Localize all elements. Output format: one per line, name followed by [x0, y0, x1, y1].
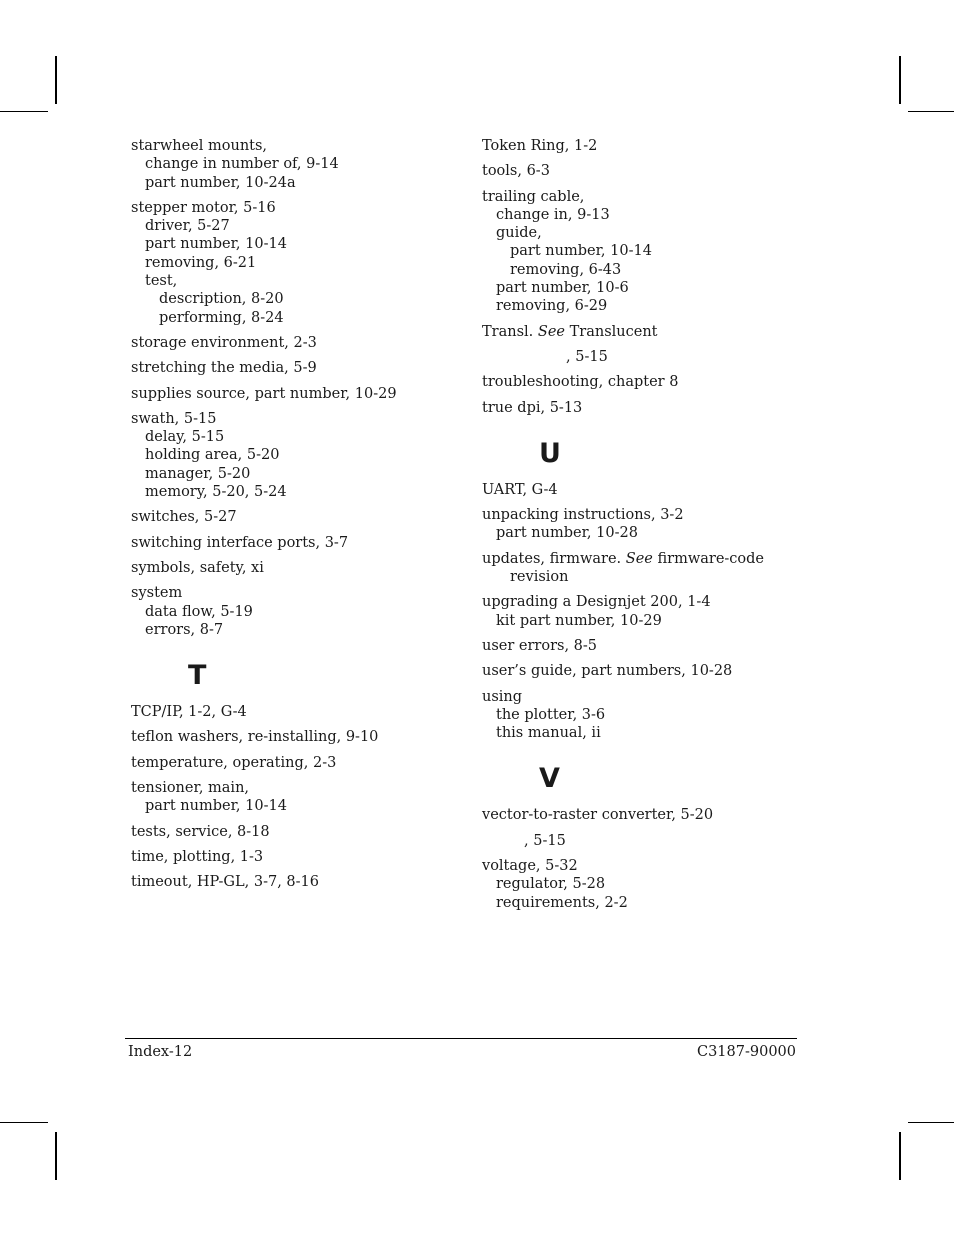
index-entry	[131, 559, 461, 577]
section-letter: T	[188, 660, 207, 692]
index-subterm: manager, 5-20	[145, 465, 251, 482]
index-column-right	[482, 137, 812, 919]
index-subterm: part number, 10-14	[145, 236, 287, 253]
crop-mark	[908, 1122, 954, 1123]
index-subterm: part number, 10-14	[145, 798, 287, 815]
index-term: Token Ring, 1-2	[482, 138, 598, 154]
index-term: timeout, HP-GL, 3-7, 8-16	[131, 874, 319, 891]
index-entry	[482, 323, 812, 341]
index-entry	[131, 199, 461, 327]
index-entry	[482, 348, 812, 366]
crop-mark	[0, 111, 48, 112]
index-entry	[131, 823, 461, 841]
index-entry	[131, 410, 461, 501]
index-subterm: change in number of, 9-14	[145, 156, 339, 173]
index-term: trailing cable,	[482, 188, 585, 205]
index-subterm: errors, 8-7	[145, 621, 224, 638]
index-entry	[482, 137, 812, 155]
index-term: storage environment, 2-3	[131, 334, 317, 351]
index-entry	[482, 832, 812, 850]
index-term: starwheel mounts,	[131, 138, 268, 154]
index-entry	[131, 385, 461, 403]
index-subterm: part number, 10-6	[496, 280, 629, 297]
index-term: UART, G-4	[482, 481, 558, 498]
index-term: swath, 5-15	[131, 410, 217, 427]
index-entry	[482, 593, 812, 630]
index-subterm: , 5-15	[524, 832, 566, 849]
index-entry	[482, 550, 812, 587]
index-subterm: part number, 10-14	[510, 243, 652, 260]
index-entry	[131, 334, 461, 352]
index-subterm: part number, 10-28	[496, 525, 638, 542]
index-term: unpacking instructions, 3-2	[482, 507, 684, 524]
index-text: updates, firmware.	[482, 550, 626, 567]
index-entry	[482, 162, 812, 180]
index-subterm: removing, 6-29	[496, 298, 608, 315]
index-entry	[482, 399, 812, 417]
section-letter: V	[539, 763, 560, 795]
index-term: true dpi, 5-13	[482, 399, 583, 416]
index-term: vector-to-raster converter, 5-20	[482, 807, 714, 824]
index-column-left	[131, 137, 461, 899]
index-term: switches, 5-27	[131, 509, 237, 526]
index-subterm: , 5-15	[566, 348, 608, 365]
index-entry	[482, 688, 812, 743]
index-entry	[482, 481, 812, 499]
index-subterm: regulator, 5-28	[496, 876, 606, 893]
index-term: time, plotting, 1-3	[131, 848, 264, 865]
see-reference: See	[537, 323, 565, 340]
crop-mark	[908, 111, 954, 112]
index-text: firmware-code	[652, 550, 765, 567]
crop-mark	[0, 1122, 48, 1123]
index-entry	[482, 857, 812, 912]
index-term: using	[482, 688, 523, 705]
index-term: user’s guide, part numbers, 10-28	[482, 663, 733, 680]
index-subterm: delay, 5-15	[145, 429, 225, 446]
index-term: system	[131, 585, 183, 602]
index-term: tests, service, 8-18	[131, 823, 270, 840]
index-subterm: removing, 6-43	[510, 261, 622, 278]
index-term: switching interface ports, 3-7	[131, 534, 349, 551]
section-letter: U	[539, 437, 561, 469]
index-subterm: test,	[145, 273, 178, 290]
index-subterm: guide,	[496, 225, 542, 242]
index-term: supplies source, part number, 10-29	[131, 385, 397, 402]
index-entry	[131, 873, 461, 891]
index-subterm: this manual, ii	[496, 725, 601, 742]
index-entry	[482, 373, 812, 391]
index-subterm: description, 8-20	[159, 291, 284, 308]
index-term: user errors, 8-5	[482, 637, 598, 654]
crop-mark	[55, 1132, 57, 1180]
index-entry	[131, 584, 461, 639]
footer-rule	[125, 1038, 797, 1039]
index-text: Translucent	[565, 323, 658, 340]
index-term: stepper motor, 5-16	[131, 199, 276, 216]
index-subterm: revision	[510, 569, 569, 586]
index-term: tensioner, main,	[131, 780, 250, 797]
index-term: temperature, operating, 2-3	[131, 754, 337, 771]
index-subterm: kit part number, 10-29	[496, 612, 662, 629]
index-entry	[131, 754, 461, 772]
index-term: TCP/IP, 1-2, G-4	[131, 704, 247, 721]
index-entry	[482, 637, 812, 655]
index-term: upgrading a Designjet 200, 1-4	[482, 594, 711, 611]
index-entry	[482, 188, 812, 316]
index-subterm: memory, 5-20, 5-24	[145, 484, 287, 501]
index-subterm: driver, 5-27	[145, 218, 230, 235]
index-term	[482, 550, 812, 568]
index-subterm: requirements, 2-2	[496, 894, 628, 911]
index-subterm: part number, 10-24a	[145, 174, 296, 191]
index-text: Transl.	[482, 323, 538, 340]
index-entry	[131, 137, 461, 192]
index-entry	[131, 508, 461, 526]
index-term: teflon washers, re-installing, 9-10	[131, 729, 379, 746]
index-entry	[482, 662, 812, 680]
index-entry	[131, 728, 461, 746]
index-term: voltage, 5-32	[482, 858, 578, 875]
index-entry	[131, 703, 461, 721]
index-entry	[131, 848, 461, 866]
index-entry	[131, 359, 461, 377]
index-subterm: holding area, 5-20	[145, 447, 280, 464]
index-term: tools, 6-3	[482, 163, 550, 180]
index-subterm: data flow, 5-19	[145, 603, 253, 620]
index-term: stretching the media, 5-9	[131, 360, 317, 377]
index-entry	[482, 806, 812, 824]
index-subterm: the plotter, 3-6	[496, 706, 606, 723]
index-term	[482, 323, 812, 341]
crop-mark	[899, 1132, 901, 1180]
index-term: troubleshooting, chapter 8	[482, 374, 679, 391]
page-number: Index-12	[128, 1044, 193, 1060]
index-entry	[131, 779, 461, 816]
index-entry	[131, 534, 461, 552]
index-subterm: removing, 6-21	[145, 254, 257, 271]
crop-mark	[55, 56, 57, 104]
index-entry	[482, 506, 812, 543]
crop-mark	[899, 56, 901, 104]
index-subterm: performing, 8-24	[159, 309, 284, 326]
document-number: C3187-90000	[696, 1044, 796, 1060]
see-reference: See	[625, 550, 653, 567]
index-subterm: change in, 9-13	[496, 206, 610, 223]
index-term: symbols, safety, xi	[131, 559, 264, 576]
